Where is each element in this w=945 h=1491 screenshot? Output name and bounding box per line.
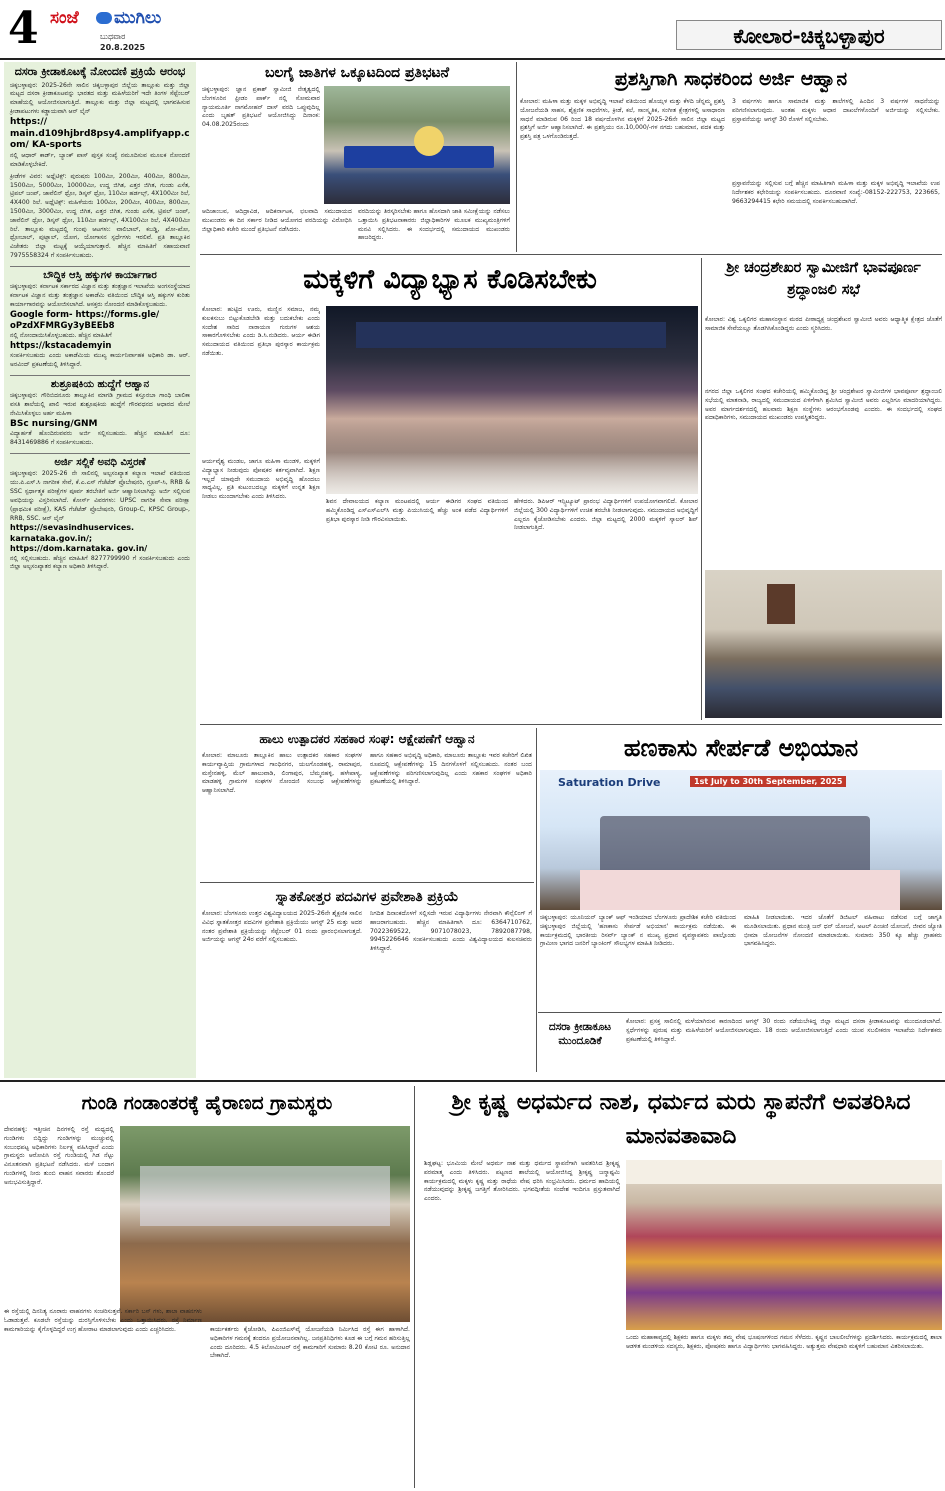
dasara-postponed-body: ಕೋಲಾರ: ಪ್ರಸಕ್ತ ಸಾಲಿನಲ್ಲಿ ಮಳೆಯಾಗಿರುವ ಕಾರಣದಿಂದ ಆಗಸ್ಟ್ 30 ರಂದು ನಡೆಯಬೇಕಿದ್ದ ಜಿಲ್ಲಾ ಮಟ್ಟದ ದಸರಾ ಕ್ರೀಡಾಕೂಟವನ್ನು ಮುಂದೂಡಲಾಗಿದೆ. ಸ್ಪರ್ಧೆಗಳನ್ನು ಪುರುಷ ಮತ್ತು ಮಹಿಳೆಯರಿಗೆ ಆಯೋಜಿಸಲಾಗುವುದು. 18 ರಂದು ಆಯೋಜಿಸಲಾಗುತ್ತಿದೆ ಎಂದು ಯುವ ಸಬಲೀಕರಣ ಇಲಾಖೆಯ ನಿರ್ದೇಶಕರು ಪ್ರಕಟಣೆಯಲ್ಲಿ ತಿಳಿಸಿದ್ದಾರೆ.: [626, 1018, 942, 1043]
article-gundi: [4, 1086, 410, 1488]
krishna-body-1: ಶಿಡ್ಲಘಟ್ಟ: ಭೂಮಿಯ ಮೇಲೆ ಅಧರ್ಮ ನಾಶ ಮತ್ತು ಧರ್ಮದ ಸ್ಥಾಪನೆಗಾಗಿ ಅವತರಿಸಿದ ಶ್ರೀಕೃಷ್ಣ ಪರಮಾತ್ಮ ಎಂದು ತಿಳಿಸಿದರು. ಪಟ್ಟಣದ ಶಾಲೆಯಲ್ಲಿ ಆಯೋಜಿಸಿದ್ದ ಶ್ರೀಕೃಷ್ಣ ಜನ್ಮಾಷ್ಟಮಿ ಕಾರ್ಯಕ್ರಮದಲ್ಲಿ ಮಕ್ಕಳು ಕೃಷ್ಣ ಮತ್ತು ರಾಧೆಯ ವೇಷ ಧರಿಸಿ ಸಂಭ್ರಮಿಸಿದರು. ಧರ್ಮದ ಹಾದಿಯಲ್ಲಿ ನಡೆಯುವುದನ್ನು ಶ್ರೀಕೃಷ್ಣ ಜಗತ್ತಿಗೆ ತೋರಿಸಿದರು. ಭಗವದ್ಗೀತೆಯ ಸಂದೇಶ ಇಂದಿಗೂ ಪ್ರಸ್ತುತವಾಗಿದೆ ಎಂದರು.: [424, 1160, 620, 1203]
article-education: [202, 258, 698, 720]
logo-text-blue: ಮುಗಿಲು: [114, 8, 162, 28]
finance-body-2: ಮಾಹಿತಿ ನೀಡಲಾಯಿತು. ಇದರ ಜೊತೆಗೆ ಡಿಜಿಟಲ್ ವಹಿವಾಟು ನಡೆಸುವ ಬಗ್ಗೆ ಜಾಗೃತಿ ಮೂಡಿಸಲಾಯಿತು. ಪ್ರಧಾನ ಮಂತ್ರಿ ಜನ್ ಧನ್ ಯೋಜನೆ, ಅಟಲ್ ಪಿಂಚಣಿ ಯೋಜನೆ, ಜೀವನ ಜ್ಯೋತಿ ಭೀಮಾ ಯೋಜನೆಗಳ ನೋಂದಣಿ ಮಾಡಲಾಯಿತು. ಸುಮಾರು 350 ಕ್ಕೂ ಹೆಚ್ಚು ಗ್ರಾಹಕರು ಭಾಗವಹಿಸಿದ್ದರು.: [744, 914, 942, 948]
article-finance: [540, 728, 942, 1010]
post-link[interactable]: Google form- https://forms.gle/ oPzdXFMRGy3yBEEb8: [10, 309, 160, 331]
milk-body-1: ಕೋಲಾರ: ಮಾಲೂರು ತಾಲ್ಲೂಕಿನ ಹಾಲು ಉತ್ಪಾದಕರ ಸಹಕಾರ ಸಂಘಗಳ ಕಾರ್ಯವ್ಯಾಪ್ತಿಯ ಗ್ರಾಮಗಳಾದ ಗಾಂಧಿನಗರ, ಯಲಗೊಂಡಹಳ್ಳಿ, ರಾಮಾಪುರ, ಮಸ್ತೇನಹಳ್ಳಿ, ಮೆಲ್ ಹಾಲುವಾಡಿ, ಲಿಂಗಾಪುರ, ಬೆಮ್ಮನಹಳ್ಳಿ, ಹಳೇಪಾಳ್ಯ, ಮಾಡಹಳ್ಳಿ ಗ್ರಾಮಗಳ ಸಂಘಗಳ ನೋಂದಣಿ ಸಂಬಂಧ ಆಕ್ಷೇಪಣೆಗಳನ್ನು ಆಹ್ವಾನಿಸಲಾಗಿದೆ.: [202, 752, 362, 795]
article-milk: [202, 728, 532, 880]
article-pg: [202, 886, 532, 1072]
prashasti-body-3: ಪ್ರಸ್ತಾವನೆಯನ್ನು ಸಲ್ಲಿಸುವ ಬಗ್ಗೆ ಹೆಚ್ಚಿನ ಮಾಹಿತಿಗಾಗಿ ಮಹಿಳಾ ಮತ್ತು ಮಕ್ಕಳ ಅಭಿವೃದ್ಧಿ ಇಲಾಖೆಯ ಉಪ ನಿರ್ದೇಶಕರ ಕಛೇರಿಯನ್ನು ಸಂಪರ್ಕಿಸಬಹುದು. ದೂರವಾಣಿ ಸಂಖ್ಯೆ:-08152-222753, 223665, 9663294415 ಕಛೇರಿ ಸಮಯದಲ್ಲಿ ಸಂಪರ್ಕಿಸಬಹುದಾಗಿದೆ.: [732, 180, 940, 205]
nurse-body-2: ವಿದ್ಯಾರ್ಹತೆ ಹೊಂದಿರುವವರು ಅರ್ಜಿ ಸಲ್ಲಿಸಬಹುದು. ಹೆಚ್ಚಿನ ಮಾಹಿತಿಗೆ ದೂ: 8431469886 ಗೆ ಸಂಪರ್ಕಿಸಬಹುದು.: [10, 430, 190, 447]
krishna-title: ಶ್ರೀ ಕೃಷ್ಣ ಅಧರ್ಮದ ನಾಶ, ಧರ್ಮದ ಮರು ಸ್ಥಾಪನೆಗೆ ಅವತರಿಸಿದ ಮಾನವತಾವಾದಿ: [451, 1090, 911, 1150]
section-title: ಕೋಲಾರ-ಚಿಕ್ಕಬಳ್ಳಾಪುರ: [676, 20, 942, 50]
page-number: 4: [8, 4, 39, 54]
nurse-body: ಚಿಕ್ಕಬಳ್ಳಾಪುರ: ಗೌರಿಬಿದನೂರು ತಾಲ್ಲೂಕಿನ ಮಾಗಡಿ ಗ್ರಾಮದ ಕಸ್ತೂರಬಾ ಗಾಂಧಿ ಬಾಲಿಕಾ ವಸತಿ ಶಾಲೆಯಲ್ಲಿ ಖಾಲಿ ಇರುವ ಶುಶ್ರೂಷಕಿಯ ಹುದ್ದೆಗೆ ಗೌರವಧನದ ಆಧಾರದ ಮೇಲೆ ನೇಮಿಸಿಕೊಳ್ಳಲು ಅರ್ಹ ಮಹಿಳಾ: [10, 392, 190, 417]
logo-text-red: ಸಂಜೆ: [50, 8, 79, 28]
swamiji-body-1: ಕೋಲಾರ: ವಿಶ್ವ ಒಕ್ಕಲಿಗರ ಮಹಾಸಂಸ್ಥಾನ ಮಠದ ಪೀಠಾಧ್ಯಕ್ಷ ಚಂದ್ರಶೇಖರ ಸ್ವಾಮೀಜಿ ಅವರು ಆಧ್ಯಾತ್ಮಿಕ ಕ್ಷೇತ್ರದ ಜೊತೆಗೆ ಸಾಮಾಜಿಕ ಸೇವೆಯಲ್ಲೂ ತೊಡಗಿಸಿಕೊಂಡಿದ್ದರು ಎಂದು ಸ್ಮರಿಸಿದರು.: [705, 316, 942, 332]
education-title: ಮಕ್ಕಳಿಗೆ ವಿದ್ಯಾಭ್ಯಾಸ ಕೊಡಿಸಬೇಕು: [303, 264, 597, 295]
dasara-events: ಕ್ರೀಡೆಗಳ ವಿವರ: ಅಥ್ಲೆಟಿಕ್ಸ್: ಪುರುಷರು 100ಮೀ, 200ಮೀ, 400ಮೀ, 800ಮೀ, 1500ಮೀ, 5000ಮೀ, 10000ಮೀ, ಉದ್ದ ಜಿಗಿತ, ಎತ್ತರ ಜಿಗಿತ, ಗುಂಡು ಎಸೆತ, ಟ್ರಿಪಲ್ ಜಂಪ್, ಜಾವೆಲಿನ್ ಥ್ರೋ, ಡಿಸ್ಕಸ್ ಥ್ರೋ, 110ಮೀ ಹರ್ಡಲ್ಸ್, 4X100ಮೀ ರಿಲೆ, 4X400 ರಿಲೆ. ಅಥ್ಲೆಟಿಕ್ಸ್: ಮಹಿಳೆಯರು 100ಮೀ, 200ಮೀ, 400ಮೀ, 800ಮೀ, 1500ಮೀ, 3000ಮೀ, ಉದ್ದ ಜಿಗಿತ, ಎತ್ತರ ಜಿಗಿತ, ಗುಂಡು ಎಸೆತ, ಟ್ರಿಪಲ್ ಜಂಪ್, ಜಾವೆಲಿನ್ ಥ್ರೋ, ಡಿಸ್ಕಸ್ ಥ್ರೋ, 110ಮೀ ಹರ್ಡಲ್ಸ್, 4X100ಮೀ ರಿಲೆ, 4X400ಮೀ ರಿಲೆ. ತಾಲ್ಲೂಕು ಮಟ್ಟದಲ್ಲಿ ಗುಂಪು ಆಟಗಳು: ವಾಲಿಬಾಲ್, ಕಬಡ್ಡಿ, ಖೋ-ಖೋ, ಥ್ರೋಬಾಲ್, ಪುಟ್ಬಾಲ್, ಯೋಗ, ಯೋಗಾಸನ ಸ್ಪರ್ಧೆಗಳು ಇರಲಿವೆ. ಪ್ರತಿ ತಾಲ್ಲೂಕಿನ ವಿಜೇತರು ಜಿಲ್ಲಾ ಮಟ್ಟಕ್ಕೆ ಆಯ್ಕೆಯಾಗುತ್ತಾರೆ. ಹೆಚ್ಚಿನ ಮಾಹಿತಿಗೆ ಸಹಾಯವಾಣಿ 7975558324 ಗೆ ಸಂಪರ್ಕಿಸಬಹುದು.: [10, 172, 190, 260]
prashasti-title: ಪ್ರಶಸ್ತಿಗಾಗಿ ಸಾಧಕರಿಂದ ಅರ್ಜಿ ಆಹ್ವಾನ: [614, 68, 848, 90]
krishna-photo: [626, 1160, 942, 1330]
pg-body-2: ನಿಗದಿತ ದಿನಾಂಕದೊಳಗೆ ಸಲ್ಲಿಸದೇ ಇರುವ ವಿದ್ಯಾರ್ಥಿಗಳು ನೇರವಾಗಿ ಕೌನ್ಸೆಲಿಂಗ್ ಗೆ ಹಾಜರಾಗಬಹುದು. ಹೆಚ್ಚಿನ ಮಾಹಿತಿಗಾಗಿ ದೂ: 6364710762, 7022369522, 9071078023, 7892087798, 9945226646 ಸಂಪರ್ಕಿಸಬಹುದು ಎಂದು ವಿಶ್ವವಿದ್ಯಾಲಯದ ಕುಲಸಚಿವರು ತಿಳಿಸಿದ್ದಾರೆ.: [370, 910, 532, 953]
finance-photo: [540, 770, 942, 910]
prashasti-body-2: 3 ವರ್ಷಗಳು ಹಾಗೂ ಸಾಮಾಜಿಕ ಮತ್ತು ಶಾಲೆಗಳಲ್ಲಿ ಹಿಂದಿನ 3 ವರ್ಷಗಳ ಸಾಧನೆಯನ್ನು ಪರಿಗಣಿಸಲಾಗುವುದು. ಅಂತಹ ಮಕ್ಕಳು ಆಧಾರ ದಾಖಲೆಗಳೊಂದಿಗೆ ಅರ್ಜಿಯನ್ನು ಸಲ್ಲಿಸಬೇಕು. ಪ್ರಸ್ತಾವನೆಯನ್ನು ಆಗಸ್ಟ್ 30 ರೊಳಗೆ ಸಲ್ಲಿಸಬೇಕು.: [732, 98, 940, 123]
gundi-title: ಗುಂಡಿ ಗಂಡಾಂತರಕ್ಕೆ ಹೈರಾಣದ ಗ್ರಾಮಸ್ಥರು: [81, 1093, 333, 1114]
masthead-date: 20.8.2025: [100, 43, 146, 52]
masthead-day: ಬುಧವಾರ: [100, 32, 126, 41]
deadline-link[interactable]: https://sevasindhuservices. karnataka.gov.in/; https://dom.karnataka. gov.in/: [10, 523, 148, 554]
gundi-body-2: ಈ ರಸ್ತೆಯಲ್ಲಿ ದಿನನಿತ್ಯ ನೂರಾರು ವಾಹನಗಳು ಸಂಚರಿಸುತ್ತವೆ. ಸರ್ಕಾರಿ ಬಸ್ ಗಳು, ಶಾಲಾ ವಾಹನಗಳು ಓಡಾಡುತ್ತವೆ. ಕೂಡಲೇ ರಸ್ತೆಯನ್ನು ದುರಸ್ತಿಗೊಳಿಸಬೇಕು ಎಂದು ಒತ್ತಾಯಿಸಿದರು. ರಸ್ತೆ ನಿರ್ಮಾಣ ಕಾಮಗಾರಿಯನ್ನು ಕೈಗೊಳ್ಳದಿದ್ದರೆ ಉಗ್ರ ಹೋರಾಟ ಮಾಡಲಾಗುವುದು ಎಂದು ಎಚ್ಚರಿಸಿದರು.: [4, 1308, 202, 1333]
gundi-body-3: ಕಾರ್ಯಕರ್ತರು ಕೈಜೋಡಿಸಿ, ಪಿಎಂಜಿಎಸ್‌ವೈ ಯೋಜನೆಯಡಿ ನಿರ್ಮಿಸಿದ ರಸ್ತೆ ಈಗ ಹಾಳಾಗಿದೆ. ಅಧಿಕಾರಿಗಳ ಗಮನಕ್ಕೆ ತಂದರೂ ಪ್ರಯೋಜನವಾಗಿಲ್ಲ. ಜನಪ್ರತಿನಿಧಿಗಳು ಕೂಡ ಈ ಬಗ್ಗೆ ಗಮನ ಹರಿಸುತ್ತಿಲ್ಲ ಎಂದು ದೂರಿದರು. 4.5 ಕಿಲೋಮೀಟರ್ ರಸ್ತೆ ಕಾಮಗಾರಿಗೆ ಸುಮಾರು 8.20 ಕೋಟಿ ರೂ. ಅನುದಾನ ಬೇಕಾಗಿದೆ.: [210, 1326, 410, 1360]
article-krishna: [420, 1086, 942, 1488]
pg-body-1: ಕೋಲಾರ: ಬೆಂಗಳೂರು ಉತ್ತರ ವಿಶ್ವವಿದ್ಯಾಲಯದ 2025-26ನೇ ಶೈಕ್ಷಣಿಕ ಸಾಲಿನ ವಿವಿಧ ಸ್ನಾತಕೋತ್ತರ ಪದವಿಗಳ ಪ್ರವೇಶಾತಿ ಪ್ರಕ್ರಿಯೆಯು ಆಗಸ್ಟ್ 25 ಮತ್ತು ಅದರ ನಂತರ ಪ್ರವೇಶಾತಿ ಪ್ರಕ್ರಿಯೆಯನ್ನು ಸೆಪ್ಟೆಂಬರ್ 01 ರಂದು ಪ್ರಾರಂಭಿಸಲಾಗುತ್ತದೆ. ಅರ್ಜಿಯನ್ನು ಆಗಸ್ಟ್ 24ರ ವರೆಗೆ ಸಲ್ಲಿಸಬಹುದು.: [202, 910, 362, 944]
masthead: [0, 0, 945, 60]
pg-title: ಸ್ನಾತಕೋತ್ತರ ಪದವಿಗಳ ಪ್ರವೇಶಾತಿ ಪ್ರಕ್ರಿಯೆ: [275, 889, 459, 905]
nurse-title: ಶುಶ್ರೂಷಕಿಯ ಹುದ್ದೆಗೆ ಆಹ್ವಾನ: [10, 375, 190, 391]
education-photo: [326, 306, 698, 494]
balagai-body-3: ವರದಿಯನ್ನು ತಿರಸ್ಕರಿಸಬೇಕು ಹಾಗೂ ಹೊಸದಾಗಿ ಜಾತಿ ಸಮೀಕ್ಷೆಯನ್ನು ನಡೆಸಲು ಒತ್ತಾಯಿಸಿ ಪ್ರತಿಭಟನಾಕಾರರು ಜಿಲ್ಲಾಧಿಕಾರಿಗಳ ಮೂಲಕ ಮುಖ್ಯಮಂತ್ರಿಗಳಿಗೆ ಮನವಿ ಸಲ್ಲಿಸಿದರು. ಈ ಸಂದರ್ಭದಲ್ಲಿ ಸಮುದಾಯದ ಮುಖಂಡರು ಹಾಜರಿದ್ದರು.: [358, 208, 510, 242]
article-dasara-postponed: [540, 1016, 942, 1074]
dasara-body-2: ನಲ್ಲಿ ಆಧಾರ್ ಕಾರ್ಡ್, ಬ್ಯಾಂಕ್ ಪಾಸ್ ಪುಸ್ತಕ ಸಂಖ್ಯೆ ನಮೂದಿಸುವ ಮೂಲಕ ನೋಂದಣಿ ಮಾಡಿಕೊಳ್ಳಬೇಕಿದೆ.: [10, 152, 190, 168]
balagai-body-2: ಆದಿಜಾಂಬವ, ಆದಿದ್ರಾವಿಡ, ಆದಿಕರ್ನಾಟಕ, ಛಲವಾದಿ ಸಮುದಾಯದ ಮುಖಂಡರು ಈ ದಿನ ಸರ್ಕಾರ ನೀಡಿದ ಆಯೋಗದ ವರದಿಯನ್ನು ವಿರೋಧಿಸಿ ಜಿಲ್ಲಾಧಿಕಾರಿ ಕಚೇರಿ ಮುಂದೆ ಪ್ರತಿಭಟನೆ ನಡೆಸಿದರು.: [202, 208, 352, 233]
balagai-body-1: ಚಿಕ್ಕಬಳ್ಳಾಪುರ: ಜ್ಞಾನ ಪ್ರಕಾಶ್ ಸ್ವಾಮೀಜಿ ನೇತೃತ್ವದಲ್ಲಿ ಬೆಂಗಳೂರಿನ ಫ್ರೀಡಂ ಪಾರ್ಕ್ ನಲ್ಲಿ ಸೋಮವಾರ ನ್ಯಾಯಮೂರ್ತಿ ನಾಗಮೋಹನ್ ದಾಸ್ ವರದಿ ಒಪ್ಪುವುದಿಲ್ಲ ಎಂದು ಬೃಹತ್ ಪ್ರತಿಭಟನೆ ಆಯೋಜಿಸಿದ್ದು ದಿನಾಂಕ: 04.08.2025ರಂದು: [202, 86, 320, 129]
education-body-2: ಆರ್ಯವೈಶ್ಯ ಮಂಡಲ, ಜಾಗೂ ಮಹಿಳಾ ಮಂಡಳಿ, ಮಕ್ಕಳಿಗೆ ವಿದ್ಯಾಭ್ಯಾಸ ನೀಡುವುದು ಪೋಷಕರ ಕರ್ತವ್ಯವಾಗಿದೆ. ಶಿಕ್ಷಣ ಇಲ್ಲದೆ ಯಾವುದೇ ಸಮುದಾಯ ಅಭಿವೃದ್ಧಿ ಹೊಂದಲು ಸಾಧ್ಯವಿಲ್ಲ. ಪ್ರತಿ ಕುಟುಂಬದಲ್ಲೂ ಮಕ್ಕಳಿಗೆ ಉನ್ನತ ಶಿಕ್ಷಣ ನೀಡಲು ಮುಂದಾಗಬೇಕು ಎಂದು ತಿಳಿಸಿದರು.: [202, 458, 320, 501]
swamiji-title: ಶ್ರೀ ಚಂದ್ರಶೇಖರ ಸ್ವಾಮೀಜಿಗೆ ಭಾವಪೂರ್ಣ ಶ್ರದ್ಧಾಂಜಲಿ ಸಭೆ: [726, 260, 921, 298]
article-prashasti: [520, 62, 942, 252]
balagai-title: ಬಲಗೈ ಜಾತಿಗಳ ಒಕ್ಕೂಟದಿಂದ ಪ್ರತಿಭಟನೆ: [264, 65, 450, 81]
deadline-title: ಅರ್ಜಿ ಸಲ್ಲಿಕೆ ಅವಧಿ ವಿಸ್ತರಣೆ: [10, 453, 190, 469]
education-body-1: ಕೋಲಾರ: ಹುಟ್ಟಿದ ಊರು, ಮಣ್ಣಿನ ಸಮಾಜ, ನಮ್ಮ ಕುಲಕಸುಬು ಬಿಟ್ಟುಕೊಡಬೇಡಿ ಮತ್ತು ಬದುಕಬೇಕು ಎಂದು ಸಂದೇಶ ಸಾರಿದ ನಾರಾಯಣ ಗುರುಗಳ ಆಶಯ ಸಾಕಾರಗೊಳಿಸಬೇಕು ಎಂದು ಡಿ.ಸಿ.ನುಡಿದರು. ಆರ್ಯ ಈಡಿಗ ಸಮುದಾಯದ ವತಿಯಿಂದ ಪ್ರತಿಭಾ ಪುರಸ್ಕಾರ ಕಾರ್ಯಕ್ರಮ ನಡೆಯಿತು.: [202, 306, 320, 358]
prashasti-body-1: ಕೋಲಾರ: ಮಹಿಳಾ ಮತ್ತು ಮಕ್ಕಳ ಅಭಿವೃದ್ಧಿ ಇಲಾಖೆ ವತಿಯಿಂದ ಹೊಯ್ಸಳ ಮತ್ತು ಕೆಳದಿ ಚೆನ್ನಮ್ಮ ಪ್ರಶಸ್ತಿ ಯೋಜನೆಯಡಿ ಸಾಹಸ, ಶೈಕ್ಷಣಿಕ ಸಾಧನೆಗಳು, ಕ್ರೀಡೆ, ಕಲೆ, ಸಾಂಸ್ಕೃತಿಕ, ಸಂಗೀತ ಕ್ಷೇತ್ರಗಳಲ್ಲಿ ಅಸಾಧಾರಣ ಸಾಧನೆ ಮಾಡಿರುವ 06 ರಿಂದ 18 ವರ್ಷದೊಳಗಿನ ಮಕ್ಕಳಿಗೆ 2025-26ನೇ ಸಾಲಿನ ಜಿಲ್ಲಾ ಮಟ್ಟದ ಪ್ರಶಸ್ತಿಗೆ ಅರ್ಜಿ ಆಹ್ವಾನಿಸಲಾಗಿದೆ. ಈ ಪ್ರಶಸ್ತಿಯು ರೂ.10,000/-ಗಳ ನಗದು ಬಹುಮಾನ, ಪದಕ ಮತ್ತು ಪ್ರಶಸ್ತಿ ಪತ್ರ ಒಳಗೊಂಡಿರುತ್ತದೆ.: [520, 98, 725, 141]
finance-banner-text: Saturation Drive: [558, 776, 661, 789]
finance-body-1: ಚಿಕ್ಕಬಳ್ಳಾಪುರ: ಯೂನಿಯನ್ ಬ್ಯಾಂಕ್ ಆಫ್ ಇಂಡಿಯಾದ ಬೆಂಗಳೂರು ಪ್ರಾದೇಶಿಕ ಕಚೇರಿ ವತಿಯಿಂದ ಚಿಕ್ಕಬಳ್ಳಾಪುರ ಜಿಲ್ಲೆಯಲ್ಲಿ 'ಹಣಕಾಸು ಸೇರ್ಪಡೆ ಅಭಿಯಾನ' ಕಾರ್ಯಕ್ರಮ ನಡೆಯಿತು. ಈ ಕಾರ್ಯಕ್ರಮದಲ್ಲಿ ಭಾರತೀಯ ರಿಸರ್ವ್ ಬ್ಯಾಂಕ್ ನ ಮುಖ್ಯ ಪ್ರಧಾನ ವ್ಯವಸ್ಥಾಪಕರು ಪಾಲ್ಗೊಂಡು ಗ್ರಾಮೀಣ ಭಾಗದ ಜನರಿಗೆ ಬ್ಯಾಂಕಿಂಗ್ ಸೌಲಭ್ಯಗಳ ಮಾಹಿತಿ ನೀಡಿದರು.: [540, 914, 736, 948]
post-body: ಚಿಕ್ಕಬಳ್ಳಾಪುರ: ಕರ್ನಾಟಕ ಸರ್ಕಾರದ ವಿಜ್ಞಾನ ಮತ್ತು ತಂತ್ರಜ್ಞಾನ ಇಲಾಖೆಯ ಅಂಗಸಂಸ್ಥೆಯಾದ ಕರ್ನಾಟಕ ವಿಜ್ಞಾನ ಮತ್ತು ತಂತ್ರಜ್ಞಾನ ಅಕಾಡೆಮಿ ವತಿಯಿಂದ ಬೌದ್ಧಿಕ ಆಸ್ತಿ ಹಕ್ಕುಗಳ ಕುರಿತು ಕಾರ್ಯಾಗಾರವನ್ನು ಆಯೋಜಿಸಲಾಗಿದೆ. ಆಸಕ್ತರು ನೋಂದಣಿ ಮಾಡಿಕೊಳ್ಳಬಹುದು.: [10, 283, 190, 309]
post-link-2[interactable]: https://kstacademyin: [10, 340, 112, 351]
dasara-body: ಚಿಕ್ಕಬಳ್ಳಾಪುರ: 2025-26ನೇ ಸಾಲಿನ ಚಿಕ್ಕಬಳ್ಳಾಪುರ ಜಿಲ್ಲೆಯ ತಾಲ್ಲೂಕು ಮತ್ತು ಜಿಲ್ಲಾ ಮಟ್ಟದ ದಸರಾ ಕ್ರೀಡಾಕೂಟವನ್ನು ಭಾರತದ ಮತ್ತು ಮಹಿಳೆಯರಿಗೆ ಇದೇ ತಿಂಗಳ ಸೆಪ್ಟೆಂಬರ್ ಮಾಹೆಯಲ್ಲಿ ಆಯೋಜಿಸಲಾಗುತ್ತಿದೆ. ತಾಲ್ಲೂಕು ಮತ್ತು ಜಿಲ್ಲಾ ಮಟ್ಟದಲ್ಲಿ ಭಾಗವಹಿಸುವ ಕ್ರೀಡಾಪಟುಗಳು ಕಡ್ಡಾಯವಾಗಿ ಆನ್ ಲೈನ್: [10, 81, 190, 116]
post-body-2: ನಲ್ಲಿ ನೋಂದಾಯಿಸಿಕೊಳ್ಳಬಹುದು. ಹೆಚ್ಚಿನ ಮಾಹಿತಿಗೆ: [10, 332, 112, 340]
dasara-link[interactable]: https:// main.d109hjbrd8psy4.amplifyapp.com/ KA-sports: [10, 116, 190, 151]
nurse-highlight: BSc nursing/GNM: [10, 418, 98, 429]
gundi-photo: [120, 1126, 410, 1322]
education-body-3: ಶಿವನ ದೇವಾಲಯದ ಕಲ್ಯಾಣ ಮಂಟಪದಲ್ಲಿ ಆರ್ಯ ಈಡಿಗರ ಸಂಘದ ವತಿಯಿಂದ ಹಮ್ಮಿಕೊಂಡಿದ್ದ ಎಸ್ಎಸ್ಎಲ್‌ಸಿ ಮತ್ತು ಪಿಯುಸಿಯಲ್ಲಿ ಹೆಚ್ಚು ಅಂಕ ಪಡೆದ ವಿದ್ಯಾರ್ಥಿಗಳಿಗೆ ಪ್ರತಿಭಾ ಪುರಸ್ಕಾರ ನೀಡಿ ಗೌರವಿಸಲಾಯಿತು.: [326, 498, 508, 523]
post-title: ಬೌದ್ಧಿಕ ಆಸ್ತಿ ಹಕ್ಕುಗಳ ಕಾರ್ಯಾಗಾರ: [10, 266, 190, 282]
education-body-4: ಹೇಳಿದರು. ಡಿಪಿಆರ್ ಇನ್ಸ್ಟಿಟ್ಯೂಟ್ ಪ್ರಾರಂಭ ವಿದ್ಯಾರ್ಥಿಗಳಿಗೆ ಉಪಯೋಗವಾಗಲಿದೆ. ಕೋಲಾರ ಜಿಲ್ಲೆಯಲ್ಲಿ 300 ವಿದ್ಯಾರ್ಥಿಗಳಿಗೆ ಉಚಿತ ತರಬೇತಿ ನೀಡಲಾಗುವುದು. ಸಮುದಾಯದ ಅಭಿವೃದ್ಧಿಗೆ ಎಲ್ಲರೂ ಕೈಜೋಡಿಸಬೇಕು ಎಂದರು. ಜಿಲ್ಲಾ ಮಟ್ಟದಲ್ಲಿ 2000 ಮಕ್ಕಳಿಗೆ ಸ್ಕಾಲರ್ ಶಿಪ್ ನೀಡಲಾಗುತ್ತಿದೆ.: [514, 498, 698, 532]
dasara-postponed-title: ದಸರಾ ಕ್ರೀಡಾಕೂಟ ಮುಂದೂಡಿಕೆ: [548, 1021, 612, 1048]
krishna-body-2: ಒಂದು ಮಹಾಕಾವ್ಯದಲ್ಲಿ ಶಿಕ್ಷಕರು ಹಾಗೂ ಮಕ್ಕಳು ತಮ್ಮ ವೇಷ ಭೂಷಣಗಳಿಂದ ಗಮನ ಸೆಳೆದರು. ಕೃಷ್ಣನ ಬಾಲಲೀಲೆಗಳನ್ನು ಪ್ರದರ್ಶಿಸಿದರು. ಕಾರ್ಯಕ್ರಮದಲ್ಲಿ ಶಾಲಾ ಆಡಳಿತ ಮಂಡಳಿಯ ಸದಸ್ಯರು, ಶಿಕ್ಷಕರು, ಪೋಷಕರು ಹಾಗೂ ವಿದ್ಯಾರ್ಥಿಗಳು ಭಾಗವಹಿಸಿದ್ದರು. ಅತ್ಯುತ್ತಮ ವೇಷಧಾರಿ ಮಕ್ಕಳಿಗೆ ಬಹುಮಾನ ವಿತರಿಸಲಾಯಿತು.: [626, 1334, 942, 1350]
protest-photo: [324, 86, 510, 204]
dasara-title: ದಸರಾ ಕ್ರೀಡಾಕೂಟಕ್ಕೆ ನೋಂದಣಿ ಪ್ರಕ್ರಿಯೆ ಆರಂಭ: [14, 65, 186, 78]
article-balagai: [202, 62, 512, 252]
gundi-body-1: ದೇವನಹಳ್ಳಿ: ಇತ್ತೀಚಿನ ದಿನಗಳಲ್ಲಿ ರಸ್ತೆ ಮಧ್ಯದಲ್ಲಿ ಗುಂಡಿಗಳು ಬಿದ್ದಿದ್ದು ಗುಂಡಿಗಳನ್ನು ಮುಚ್ಚುವಲ್ಲಿ ಸಂಬಂಧಪಟ್ಟ ಅಧಿಕಾರಿಗಳು ನಿರ್ಲಕ್ಷ್ಯ ವಹಿಸಿದ್ದಾರೆ ಎಂದು ಗ್ರಾಮಸ್ಥರು ಆರೋಪಿಸಿ ರಸ್ತೆ ಗುಂಡಿಯಲ್ಲಿ ಗಿಡ ನೆಟ್ಟು ವಿನೂತನವಾಗಿ ಪ್ರತಿಭಟನೆ ನಡೆಸಿದರು. ಮಳೆ ಬಂದಾಗ ಗುಂಡಿಗಳಲ್ಲಿ ನೀರು ತುಂಬಿ ವಾಹನ ಸವಾರರು ತೊಂದರೆ ಅನುಭವಿಸುತ್ತಿದ್ದಾರೆ.: [4, 1126, 114, 1186]
deadline-body: ಚಿಕ್ಕಬಳ್ಳಾಪುರ: 2025-26 ನೇ ಸಾಲಿನಲ್ಲಿ ಅಲ್ಪಸಂಖ್ಯಾತ ಕಲ್ಯಾಣ ಇಲಾಖೆ ವತಿಯಿಂದ ಯು.ಪಿ.ಎಸ್.ಸಿ ನಾಗರೀಕ ಸೇವೆ, ಕೆ.ಎ.ಎಸ್ ಗೆಜೆಟೆಡ್ ಪ್ರೊಬೇಷನರಿ, ಗ್ರೂಪ್-ಸಿ, RRB & SSC ಸ್ಪರ್ಧಾತ್ಮಕ ಪರೀಕ್ಷೆಗಳ ಪೂರ್ವ ತರಬೇತಿಗೆ ಅರ್ಜಿ ಆಹ್ವಾನಿಸಲಾಗಿದ್ದು ಅರ್ಜಿ ಸಲ್ಲಿಸುವ ಅವಧಿಯನ್ನು ವಿಸ್ತರಿಸಲಾಗಿದೆ. ಕೋರ್ಸ್ ವಿವರಗಳು: UPSC ನಾಗರಿಕ ಸೇವಾ ಪರೀಕ್ಷಾ (ಪ್ರಾಥಮಿಕ ಪರೀಕ್ಷೆ), KAS ಗೆಜೆಟೆಡ್ ಪ್ರೊಬೇಷನರಿ, Group-C, KPSC Group-, RRB, SSC. ಆನ್ ಲೈನ್: [10, 470, 190, 522]
post-body-3: ಸಂಪರ್ಕಿಸಬಹುದು ಎಂದು ಅಕಾಡೆಮಿಯ ಮುಖ್ಯ ಕಾರ್ಯನಿರ್ವಾಹಕ ಅಧಿಕಾರಿ ಡಾ. ಆರ್. ಅರವಿಂದ್ ಪ್ರಕಟಣೆಯಲ್ಲಿ ತಿಳಿಸಿದ್ದಾರೆ.: [10, 351, 190, 368]
milk-title: ಹಾಲು ಉತ್ಪಾದಕರ ಸಹಕಾರ ಸಂಘ: ಆಕ್ಷೇಪಣೆಗೆ ಆಹ್ವಾನ: [259, 732, 475, 746]
masthead-logo: [46, 6, 196, 32]
logo-cloud-icon: [96, 12, 112, 24]
deadline-body-2: ನಲ್ಲಿ ಸಲ್ಲಿಸಬಹುದು. ಹೆಚ್ಚಿನ ಮಾಹಿತಿಗೆ 8277799990 ಗೆ ಸಂಪರ್ಕಿಸಬಹುದು ಎಂದು ಜಿಲ್ಲಾ ಅಲ್ಪಸಂಖ್ಯಾತರ ಕಲ್ಯಾಣ ಅಧಿಕಾರಿ ತಿಳಿಸಿದ್ದಾರೆ.: [10, 554, 190, 571]
finance-title: ಹಣಕಾಸು ಸೇರ್ಪಡೆ ಅಭಿಯಾನ: [623, 734, 859, 762]
left-column: [4, 62, 196, 1078]
article-swamiji: [705, 258, 942, 720]
finance-banner-dates: 1st July to 30th September, 2025: [690, 776, 846, 787]
swamiji-body-2: ನಗರದ ಜಿಲ್ಲಾ ಒಕ್ಕಲಿಗರ ಸಂಘದ ಕಚೇರಿಯಲ್ಲಿ ಹಮ್ಮಿಕೊಂಡಿದ್ದ ಶ್ರೀ ಚಂದ್ರಶೇಖರ ಸ್ವಾಮೀಜಿಗಳ ಭಾವಪೂರ್ಣ ಶ್ರದ್ಧಾಂಜಲಿ ಸಭೆಯಲ್ಲಿ ಮಾತನಾಡಿ, ರಾಜ್ಯದಲ್ಲಿ ಸಮುದಾಯದ ಏಳಿಗೆಗಾಗಿ ಶ್ರಮಿಸಿದ ಸ್ವಾಮೀಜಿ ಅವರು ಎಲ್ಲರಿಗೂ ಮಾದರಿಯಾಗಿದ್ದರು. ಅವರ ಮಾರ್ಗದರ್ಶನದಲ್ಲಿ ಹಲವಾರು ಶಿಕ್ಷಣ ಸಂಸ್ಥೆಗಳು ಆರಂಭಗೊಂಡವು ಎಂದರು. ಈ ಸಂದರ್ಭದಲ್ಲಿ ಸಂಘದ ಪದಾಧಿಕಾರಿಗಳು, ಸಮುದಾಯದ ಮುಖಂಡರು ಉಪಸ್ಥಿತರಿದ್ದರು.: [705, 388, 942, 422]
milk-body-2: ಹಾಗೂ ಸಹಕಾರ ಅಭಿವೃದ್ಧಿ ಅಧಿಕಾರಿ, ಮಾಲೂರು ತಾಲ್ಲೂಕು ಇವರ ಕಚೇರಿಗೆ ಲಿಖಿತ ರೂಪದಲ್ಲಿ ಆಕ್ಷೇಪಣೆಗಳನ್ನು 15 ದಿನಗಳೊಳಗೆ ಸಲ್ಲಿಸಬಹುದು. ನಂತರ ಬಂದ ಆಕ್ಷೇಪಣೆಗಳನ್ನು ಪರಿಗಣಿಸಲಾಗುವುದಿಲ್ಲ ಎಂದು ಸಹಕಾರ ಸಂಘಗಳ ಅಧಿಕಾರಿ ಪ್ರಕಟಣೆಯಲ್ಲಿ ತಿಳಿಸಿದ್ದಾರೆ.: [370, 752, 532, 786]
swamiji-photo: [705, 570, 942, 718]
